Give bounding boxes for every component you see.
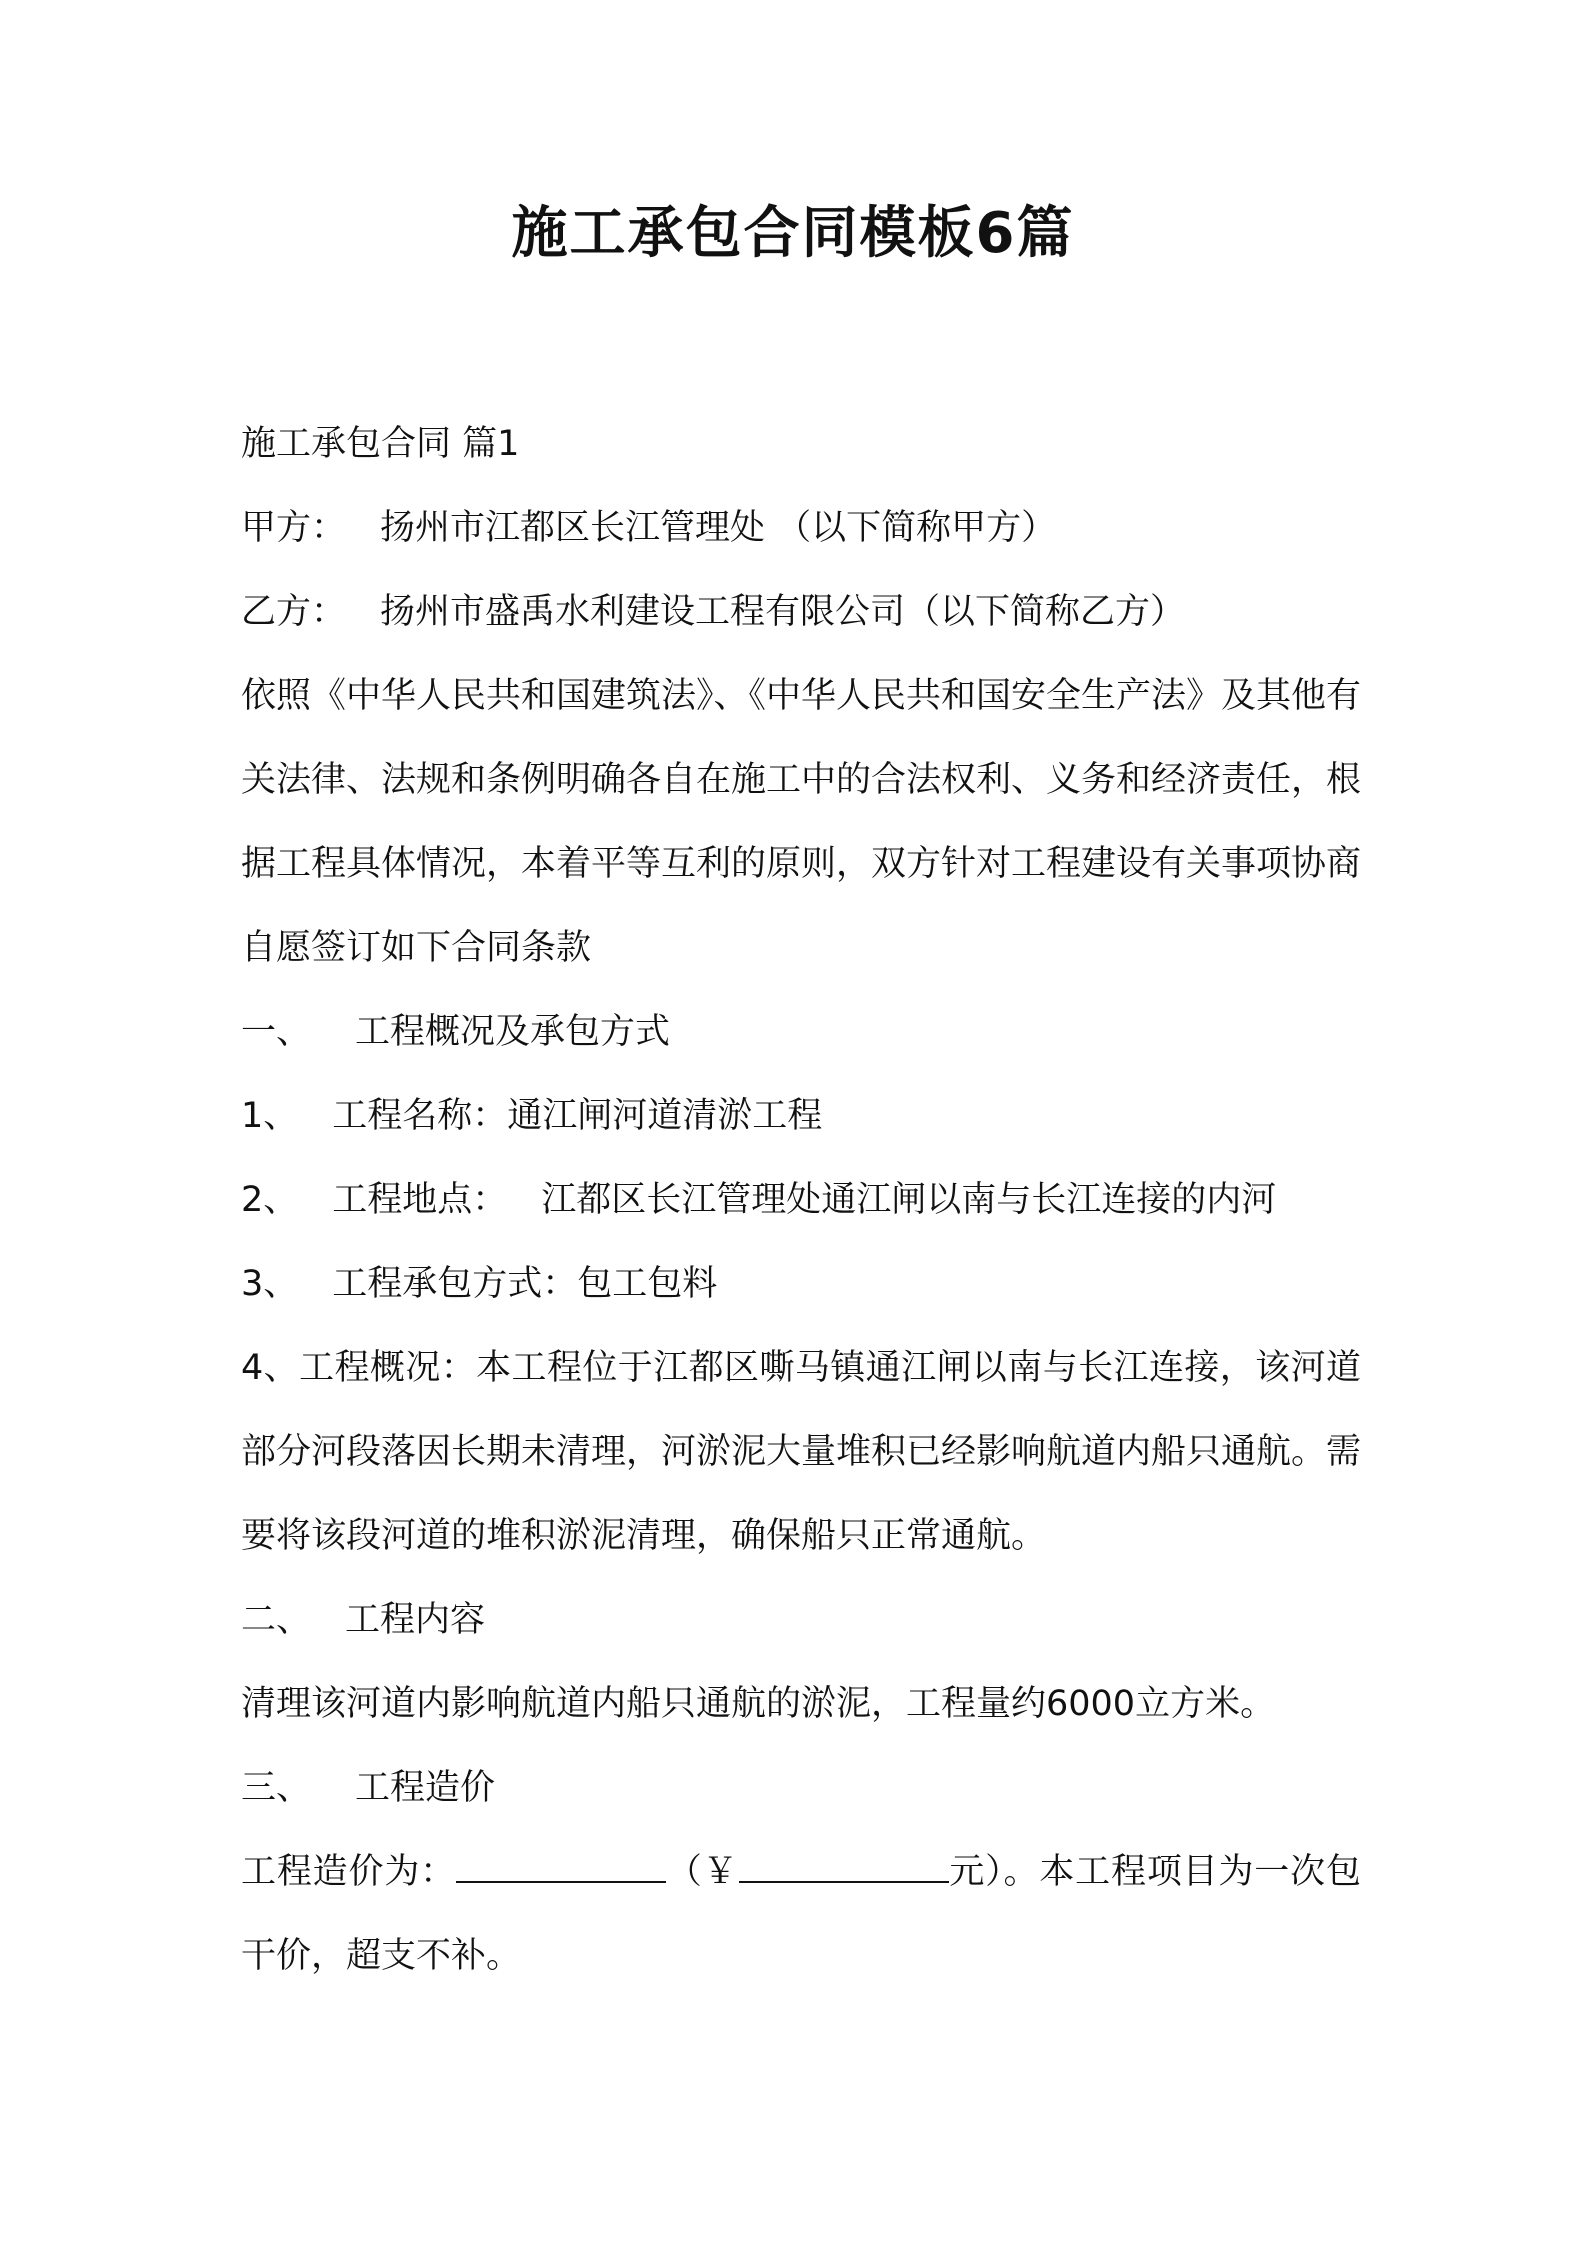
party-a-value: 扬州市江都区长江管理处 （以下简称甲方） (380, 508, 1057, 548)
article-1-title: 工程概况及承包方式 (355, 1012, 671, 1052)
preamble-paragraph: 依照《中华人民共和国建筑法》、《中华人民共和国安全生产法》及其他有关法律、法规和条例明确各自在施工中的合法权利、义务和经济责任，根据工程具体情况，本着平等互利的原则，双方针对工程建设有关事项协商自愿签订如下合同条款 (241, 676, 1362, 968)
article-1-heading (241, 990, 1361, 1074)
price-blank-words[interactable] (456, 1853, 666, 1883)
price-close: 元）。本工程项目为一次包干价，超支不补。 (241, 1852, 1361, 1976)
section-heading: 施工承包合同 篇1 (241, 424, 520, 464)
article-3-number: 三、 (241, 1768, 312, 1808)
item-project-location (241, 1158, 1361, 1242)
party-b-label: 乙方： (241, 592, 347, 632)
party-a-line (241, 486, 1361, 570)
item-text: 工程承包方式：包工包料 (332, 1264, 718, 1304)
document-title: 施工承包合同模板6篇 (511, 201, 1075, 266)
price-blank-figure[interactable] (739, 1853, 949, 1883)
article-2-number: 二、 (241, 1600, 312, 1640)
price-open: （￥ (666, 1852, 739, 1892)
article-2-heading (241, 1578, 1361, 1662)
item-label: 工程地点： (332, 1180, 508, 1220)
item-project-name (241, 1074, 1361, 1158)
item-project-overview: 4、工程概况：本工程位于江都区嘶马镇通江闸以南与长江连接，该河道部分河段落因长期未清理，河淤泥大量堆积已经影响航道内船只通航。需要将该段河道的堆积淤泥清理，确保船只正常通航。 (241, 1348, 1362, 1556)
article-3-title: 工程造价 (355, 1768, 496, 1808)
item-number: 3、 (241, 1264, 299, 1304)
party-b-line (241, 570, 1361, 654)
item-number: 2、 (241, 1180, 299, 1220)
party-a-label: 甲方： (241, 508, 347, 548)
item-text: 江都区长江管理处通江闸以南与长江连接的内河 (541, 1180, 1277, 1220)
price-paragraph (241, 1830, 1361, 1998)
price-label: 工程造价为： (241, 1852, 456, 1892)
article-2-title: 工程内容 (345, 1600, 486, 1640)
item-text: 工程名称：通江闸河道清淤工程 (332, 1096, 823, 1136)
item-contract-method (241, 1242, 1361, 1326)
article-1-number: 一、 (241, 1012, 312, 1052)
article-3-heading (241, 1746, 1361, 1830)
party-b-value: 扬州市盛禹水利建设工程有限公司（以下简称乙方） (380, 592, 1186, 632)
item-number: 1、 (241, 1096, 299, 1136)
article-2-text: 清理该河道内影响航道内船只通航的淤泥，工程量约6000立方米。 (241, 1684, 1276, 1724)
document-body (241, 402, 1361, 1998)
